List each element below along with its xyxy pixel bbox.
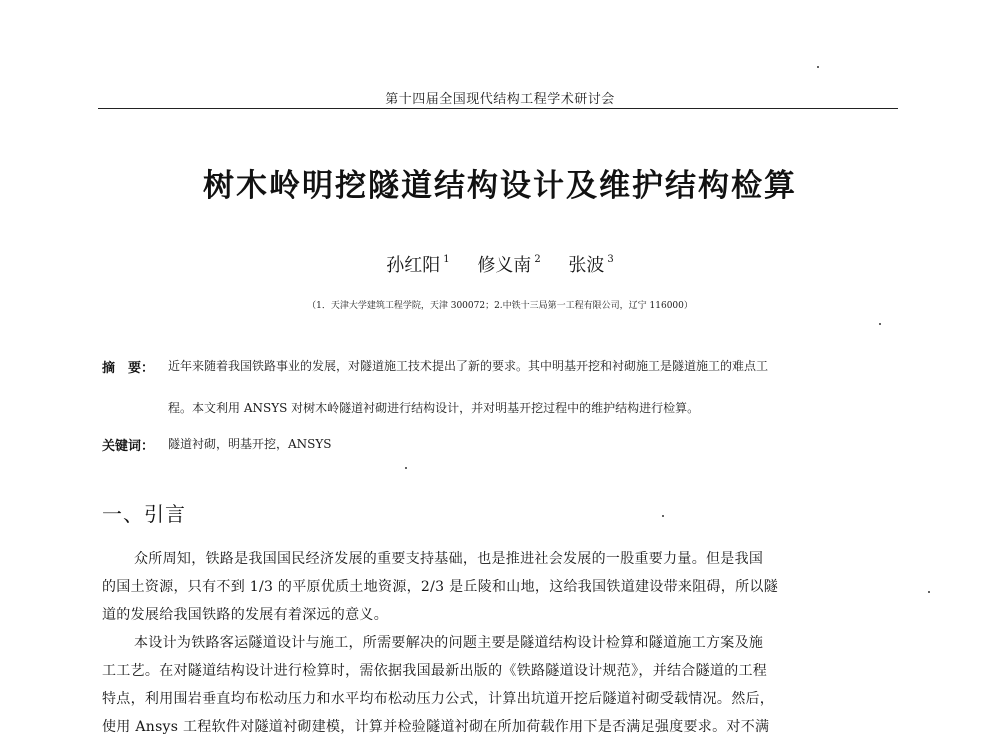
- paper-title: 树木岭明挖隧道结构设计及维护结构检算: [203, 168, 797, 204]
- author-2-mark: 2: [534, 254, 541, 265]
- scan-speck: [879, 323, 881, 325]
- scan-speck: [662, 515, 664, 517]
- body-line: 的国土资源，只有不到 1/3 的平原优质土地资源，2/3 是丘陵和山地，这给我国铁道建设带来阻碍，所以隧: [102, 579, 779, 595]
- affiliation: （1．天津大学建筑工程学院，天津 300072；2.中铁十三局第一工程有限公司，辽宁 116000）: [307, 301, 693, 311]
- body-line: 本设计为铁路客运隧道设计与施工，所需要解决的问题主要是隧道结构设计检算和隧道施工方案及施: [134, 635, 764, 651]
- author-1-mark: 1: [443, 254, 450, 265]
- author-3-name: 张波: [568, 255, 605, 276]
- abstract-line-1: 近年来随着我国铁路事业的发展，对隧道施工技术提出了新的要求。其中明基开挖和衬砌施工是隧道施工的难点工: [168, 359, 769, 373]
- author-3: [568, 251, 613, 277]
- scan-speck: [405, 467, 407, 469]
- author-list: [0, 251, 1000, 277]
- body-line: 道的发展给我国铁路的发展有着深远的意义。: [102, 607, 388, 623]
- body-line: 特点，利用围岩垂直均布松动压力和水平均布松动压力公式，计算出坑道开挖后隧道衬砌受载情况。然后，: [102, 691, 775, 707]
- body-line: 使用 Ansys 工程软件对隧道衬砌建模，计算并检验隧道衬砌在所加荷载作用下是否满足强度要求。对不满: [102, 719, 770, 735]
- author-3-mark: 3: [607, 254, 614, 265]
- running-header: 第十四届全国现代结构工程学术研讨会: [385, 92, 615, 107]
- body-line: 众所周知，铁路是我国国民经济发展的重要支持基础，也是推进社会发展的一股重要力量。但是我国: [134, 551, 764, 567]
- author-1-name: 孙红阳: [386, 255, 441, 276]
- scan-speck: [928, 591, 930, 593]
- abstract-label: 摘 要：: [102, 361, 155, 376]
- author-1: [386, 251, 449, 277]
- author-2: [477, 251, 540, 277]
- abstract-line-2: 程。本文利用 ANSYS 对树木岭隧道衬砌进行结构设计，并对明基开挖过程中的维护结构进行检算。: [168, 401, 700, 415]
- keywords-text: 隧道衬砌，明基开挖，ANSYS: [168, 437, 332, 451]
- header-rule: [98, 108, 898, 109]
- scan-speck: [817, 66, 819, 68]
- body-line: 工工艺。在对隧道结构设计进行检算时，需依据我国最新出版的《铁路隧道设计规范》，并结合隧道的工程: [102, 663, 768, 679]
- section-heading-introduction: 一、引言: [102, 502, 186, 526]
- keywords-label: 关键词：: [102, 439, 155, 454]
- author-2-name: 修义南: [477, 255, 532, 276]
